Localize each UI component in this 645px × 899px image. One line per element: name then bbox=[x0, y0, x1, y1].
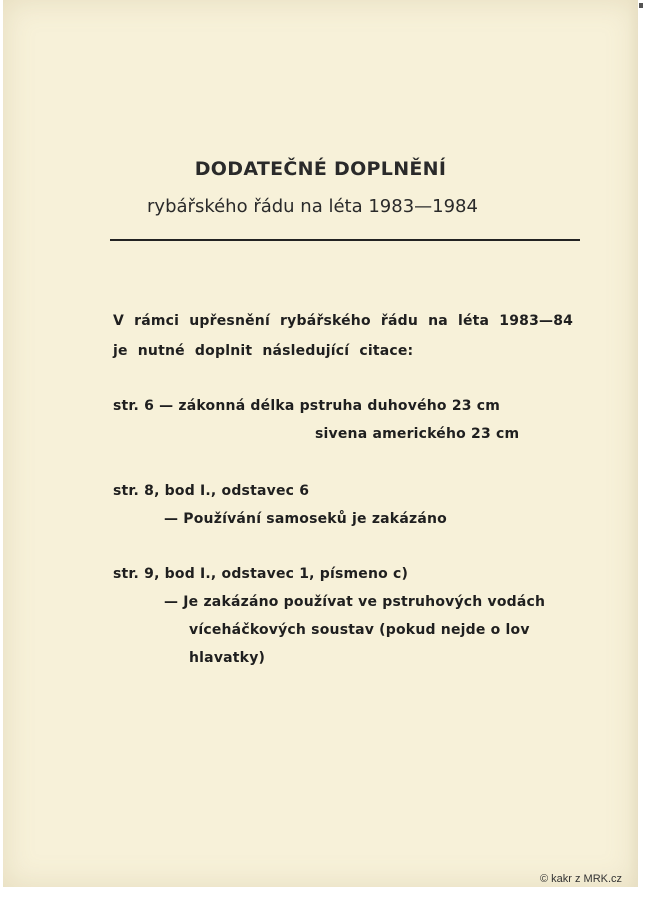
corner-mark bbox=[639, 3, 643, 8]
item-2-line-1: str. 8, bod I., odstavec 6 bbox=[113, 483, 310, 499]
item-3-line-4: hlavatky) bbox=[189, 650, 266, 666]
item-3-line-3: víceháčkových soustav (pokud nejde o lov bbox=[189, 622, 530, 638]
document-subtitle: rybářského řádu na léta 1983—1984 bbox=[147, 196, 478, 217]
credit-watermark: © kakr z MRK.cz bbox=[540, 873, 623, 885]
document-title: DODATEČNÉ DOPLNĚNÍ bbox=[194, 158, 447, 180]
item-3-line-2: — Je zakázáno používat ve pstruhových vodách bbox=[164, 594, 546, 610]
item-3-line-1: str. 9, bod I., odstavec 1, písmeno c) bbox=[113, 566, 409, 582]
item-1-line-1: str. 6 — zákonná délka pstruha duhového 23 cm bbox=[113, 398, 501, 414]
document-page bbox=[3, 0, 638, 887]
item-2-line-2: — Používání samoseků je zakázáno bbox=[164, 511, 447, 527]
divider bbox=[110, 239, 580, 241]
intro-line-2: je nutné doplnit následující citace: bbox=[113, 343, 414, 359]
intro-line-1: V rámci upřesnění rybářského řádu na léta 1983—84 bbox=[113, 313, 574, 329]
item-1-line-2: sivena amerického 23 cm bbox=[315, 426, 520, 442]
